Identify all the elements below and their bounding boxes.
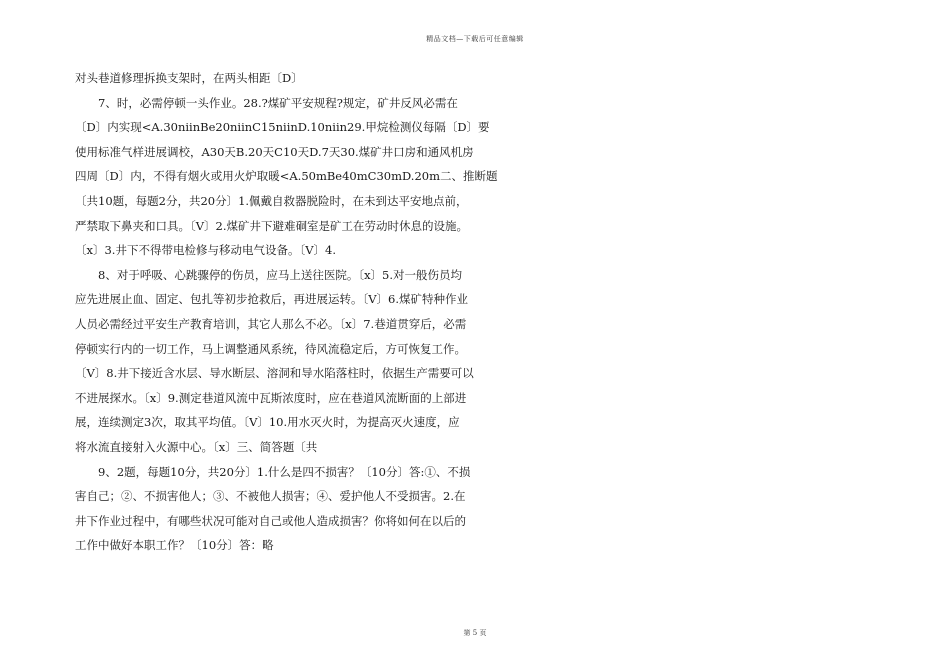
text-line: 〔x〕3.井下不得带电检修与移动电气设备。〔V〕4. (75, 243, 336, 258)
text-line: 9、2题，每题10分，共20分〕1.什么是四不损害？〔10分〕答:①、不损 (98, 464, 471, 479)
text-line: 〔V〕8.井下接近含水层、导水断层、溶洞和导水陷落柱时，依据生产需要可以 (75, 366, 474, 381)
page-number: 第 5 页 (463, 629, 487, 637)
text-line: 停顿实行内的一切工作，马上调整通风系统，待风流稳定后，方可恢复工作。 (75, 341, 466, 356)
text-line: 展，连续测定3次，取其平均值。〔V〕10.用水灭火时，为提高灭火速度，应 (75, 415, 460, 430)
text-line: 不进展探水。〔x〕9.测定巷道风流中瓦斯浓度时，应在巷道风流断面的上部进 (75, 390, 467, 405)
text-line: 8、对于呼吸、心跳骤停的伤员，应马上送往医院。〔x〕5.对一般伤员均 (98, 267, 463, 282)
text-line: 工作中做好本职工作？〔10分〕答：略 (75, 538, 274, 553)
text-line: 害自己；②、不损害他人；③、不被他人损害；④、爱护他人不受损害。2.在 (75, 489, 466, 504)
text-line: 〔共10题，每题2分，共20分〕1.佩戴自救器脱险时，在未到达平安地点前， (75, 193, 468, 208)
text-line: 7、时，必需停顿一头作业。28.?煤矿平安规程?规定，矿井反风必需在 (98, 95, 458, 110)
text-line: 对头巷道修理拆换支架时，在两头相距〔D〕 (75, 71, 303, 85)
text-line: 严禁取下鼻夹和口具。〔V〕2.煤矿井下避难硐室是矿工在劳动时休息的设施。 (75, 218, 469, 233)
text-line: 将水流直接射入火源中心。〔x〕三、简答题〔共 (75, 439, 318, 454)
text-line: 应先进展止血、固定、包扎等初步抢救后，再进展运转。〔V〕6.煤矿特种作业 (75, 292, 469, 307)
document-body (75, 66, 875, 558)
page-header: 精品文档—下载后可任意编辑 (426, 35, 524, 43)
text-line: 井下作业过程中，有哪些状况可能对自己或他人造成损害？你将如何在以后的 (75, 513, 466, 528)
text-line: 人员必需经过平安生产教育培训，其它人那么不必。〔x〕7.巷道贯穿后，必需 (75, 316, 467, 331)
text-line: 四周〔D〕内，不得有烟火或用火炉取暖<A.50mBe40mC30mD.20m二、推断题 (75, 169, 498, 184)
text-line: 使用标准气样进展调校，A30天B.20天C10天D.7天30.煤矿井口房和通风机房 (75, 144, 474, 159)
text-line: 〔D〕内实现<A.30niinBe20niinC15niinD.10niin29.甲烷检测仪每隔〔D〕要 (75, 120, 490, 135)
